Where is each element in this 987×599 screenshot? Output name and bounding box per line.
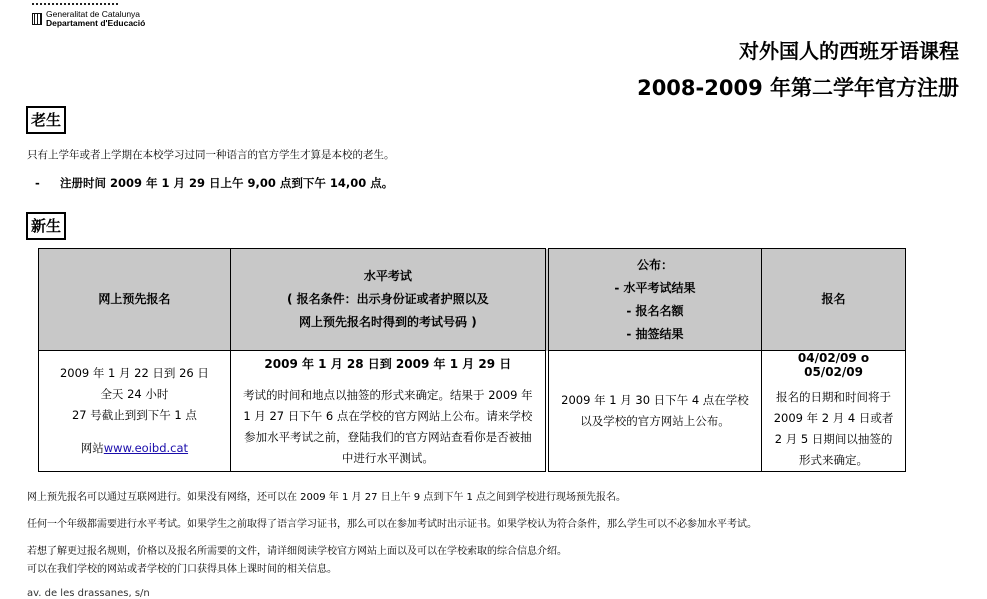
header-level-test: 水平考试 ( 报名条件：出示身份证或者护照以及 网上预先报名时得到的考试号码 ) [230, 249, 547, 351]
document-title: 对外国人的西班牙语课程 [739, 39, 959, 63]
logo-line-2: Departament d'Educació [46, 18, 146, 28]
old-students-registration-bullet [35, 175, 393, 191]
catalonia-flag-icon [32, 13, 42, 25]
section-heading-old-students: 老生 [26, 106, 66, 134]
footer-address-cut: av. de les drassanes, s/n [27, 588, 150, 599]
logo-line-1: Generalitat de Catalunya [46, 9, 141, 19]
registration-time-text: 注册时间 2009 年 1 月 29 日上午 9,00 点到下午 14,00 点。 [60, 176, 394, 190]
header-registration: 报名 [762, 249, 906, 351]
new-students-schedule-table [38, 248, 906, 472]
registration-dates: 04/02/09 o 05/02/09 [797, 351, 870, 379]
cell-level-test: 2009 年 1 月 28 日到 2009 年 1 月 29 日 考试的时间和地点以抽签的形式来确定。结果于 2009 年 1 月 27 日下午 6 点在学校的官方网站上公布。请来学校 参加水平考试之前，登陆我们的官方网站查看你是否被抽 中进行水平测试。 [230, 351, 547, 472]
website-link[interactable]: www.eoibd.cat [103, 441, 189, 455]
website-line: 网站www.eoibd.cat [80, 441, 189, 455]
cell-online-preregistration: 2009 年 1 月 22 日到 26 日 全天 24 小时 27 号截止到到下午 1 点 网站www.eoibd.cat [39, 351, 231, 472]
table-row [39, 351, 906, 472]
old-students-description: 只有上学年或者上学期在本校学习过同一种语言的官方学生才算是本校的老生。 [27, 149, 395, 161]
generalitat-logo [32, 10, 145, 28]
logo-text [46, 10, 145, 28]
cell-registration: 04/02/09 o 05/02/09 报名的日期和时间将于 2009 年 2 月 4 日或者 2 月 5 日期间以抽签的 形式来确定。 [762, 351, 906, 472]
table-header-row [39, 249, 906, 351]
note-registration-rules: 若想了解更过报名规则，价格以及报名所需要的文件，请详细阅读学校官方网站上面以及可以在学校索取的综合信息介绍。 [27, 546, 567, 557]
note-class-schedule: 可以在我们学校的网站或者学校的门口获得具体上课时间的相关信息。 [27, 564, 337, 575]
top-decorative-border [32, 0, 118, 5]
level-test-dates: 2009 年 1 月 28 日到 2009 年 1 月 29 日 [264, 356, 512, 371]
note-level-test: 任何一个年级都需要进行水平考试。如果学生之前取得了语言学习证书，那么可以在参加考试时出示证书。如果学校认为符合条件，那么学生可以不必参加水平考试。 [27, 519, 757, 530]
cell-announcement: 2009 年 1 月 30 日下午 4 点在学校 以及学校的官方网站上公布。 [547, 351, 762, 472]
section-heading-new-students: 新生 [26, 212, 66, 240]
note-online-preregistration: 网上预先报名可以通过互联网进行。如果没有网络，还可以在 2009 年 1 月 27 日上午 9 点到下午 1 点之间到学校进行现场预先报名。 [27, 492, 627, 503]
header-online-preregistration: 网上预先报名 [39, 249, 231, 351]
bullet-dash: - [35, 176, 40, 190]
document-subtitle: 2008-2009 年第二学年官方注册 [637, 76, 959, 100]
header-announcement: 公布： - 水平考试结果 - 报名名额 - 抽签结果 [547, 249, 762, 351]
